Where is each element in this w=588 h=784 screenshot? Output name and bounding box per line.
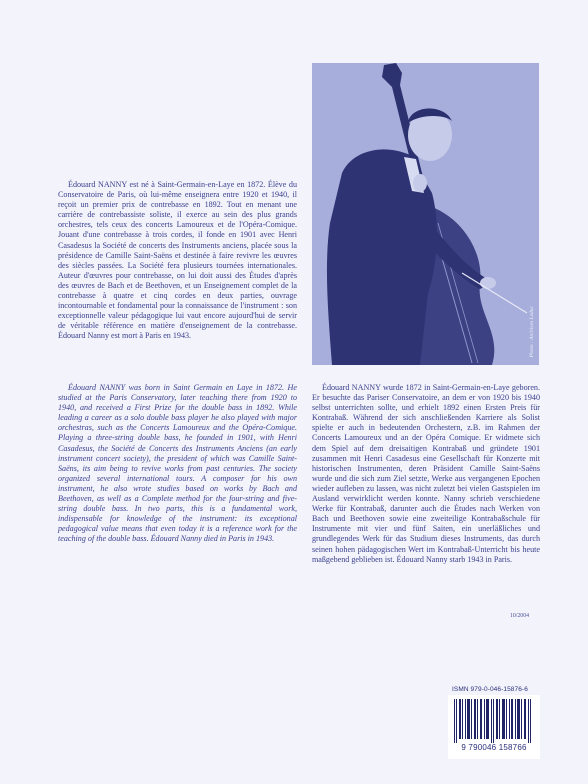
- barcode-digits: 9 790046 158766: [461, 743, 527, 752]
- photo-credit: Photo : Archives Leduc: [529, 305, 535, 357]
- barcode-bars: [454, 699, 534, 743]
- biography-german: Édouard NANNY wurde 1872 in Saint-Germain-en-Laye geboren. Er besuchte das Pariser Conservatoire, an dem er von 1920 bis 1940 selbst unterrichten sollte, und erhielt 1892 einen Ersten Preis für Kontrabaß. Während der sich anschließenden Karriere als Solist spielte er auch in bedeutenden Orchestern, z.B. im Rahmen der Concerts Lamoureux und an der Opéra Comique. Er widmete sich dem Spiel auf dem dreisaitigen Kontrabaß und gründete 1901 zusammen mit Henri Casadesus eine Gesellschaft für Konzerte mit historischen Instrumenten, deren Präsident Camille Saint-Saëns wurde und die sich zum Ziel setzte, Werke aus vergangenen Epochen wieder aufleben zu lassen, was nicht zuletzt bei vielen Gastspielen im Ausland verwirklicht werden konnte. Nanny schrieb verschiedene Werke für Kontrabaß, darunter auch die Études nach Werken von Bach und Beethoven sowie eine zweiteilige Kontrabaßschule für Instrumente mit vier und fünf Saiten, ein unerläßliches und grundlegendes Werk für das Studium dieses Instruments, das durch seinen hohen pädagogischen Wert im Kontrabaß-Unterricht bis heute maßgebend geblieben ist. Édouard Nanny starb 1943 in Paris.: [312, 383, 540, 564]
- biography-french: Édouard NANNY est né à Saint-Germain-en-Laye en 1872. Élève du Conservatoire de Paris, où lui-même enseignera entre 1920 et 1940, il reçoit un premier prix de contrebasse en 1892. Tout en menant une carrière de contrebassiste soliste, il exerce au sein des plus grands orchestres, tels ceux des concerts Lamoureux et de l'Opéra-Comique. Jouant d'une contrebasse à trois cordes, il fonde en 1901 avec Henri Casadesus la Société de concerts des Instruments anciens, placée sous la présidence de Camille Saint-Saëns et destinée à faire revivre les œuvres des siècles passées. La Société fera plusieurs tournées internationales. Auteur d'œuvres pour contrebasse, on lui doit aussi des Études d'après des œuvres de Bach et de Beethoven, et un Enseignement complet de la contrebasse à quatre et cinq cordes en deux parties, ouvrage incontournable et fondamental pour la connaissance de l'instrument : son exceptionnelle valeur pédagogique lui vaut encore aujourd'hui de servir de véritable référence en matière d'enseignement de la contrebasse. Édouard Nanny est mort à Paris en 1943.: [58, 180, 297, 341]
- ismn-number: ISMN 979-0-046-15876-6: [452, 686, 528, 693]
- biography-english: Édouard NANNY was born in Saint Germain en Laye in 1872. He studied at the Paris Conservatory, later teaching there from 1920 to 1940, and received a First Prize for the double bass in 1892. While leading a career as a solo double bass player he also played with major orchestras, such as the Concerts Lamoureux and the Opéra-Comique. Playing a three-string double bass, he founded in 1901, with Henri Casadesus, the Société de Concerts des Instruments Anciens (an early instrument concert society), the president of which was Camille Saint-Saëns, its aim being to revive works from past centuries. The society organized several international tours. A composer for his own instrument, he also wrote studies based on works by Bach and Beethoven, as well as a Complete method for the four-string and five-string double bass. In two parts, this is a fundamental work, indispensable for knowledge of the instrument: its exceptional pedagogical value means that even today it is a reference work for the teaching of the double bass. Édouard Nanny died in Paris in 1943.: [58, 383, 297, 544]
- double-bass-player-photo: [312, 63, 539, 365]
- photo-illustration: [312, 63, 539, 365]
- barcode: [448, 695, 540, 759]
- edition-reference: 10/2004: [510, 613, 530, 619]
